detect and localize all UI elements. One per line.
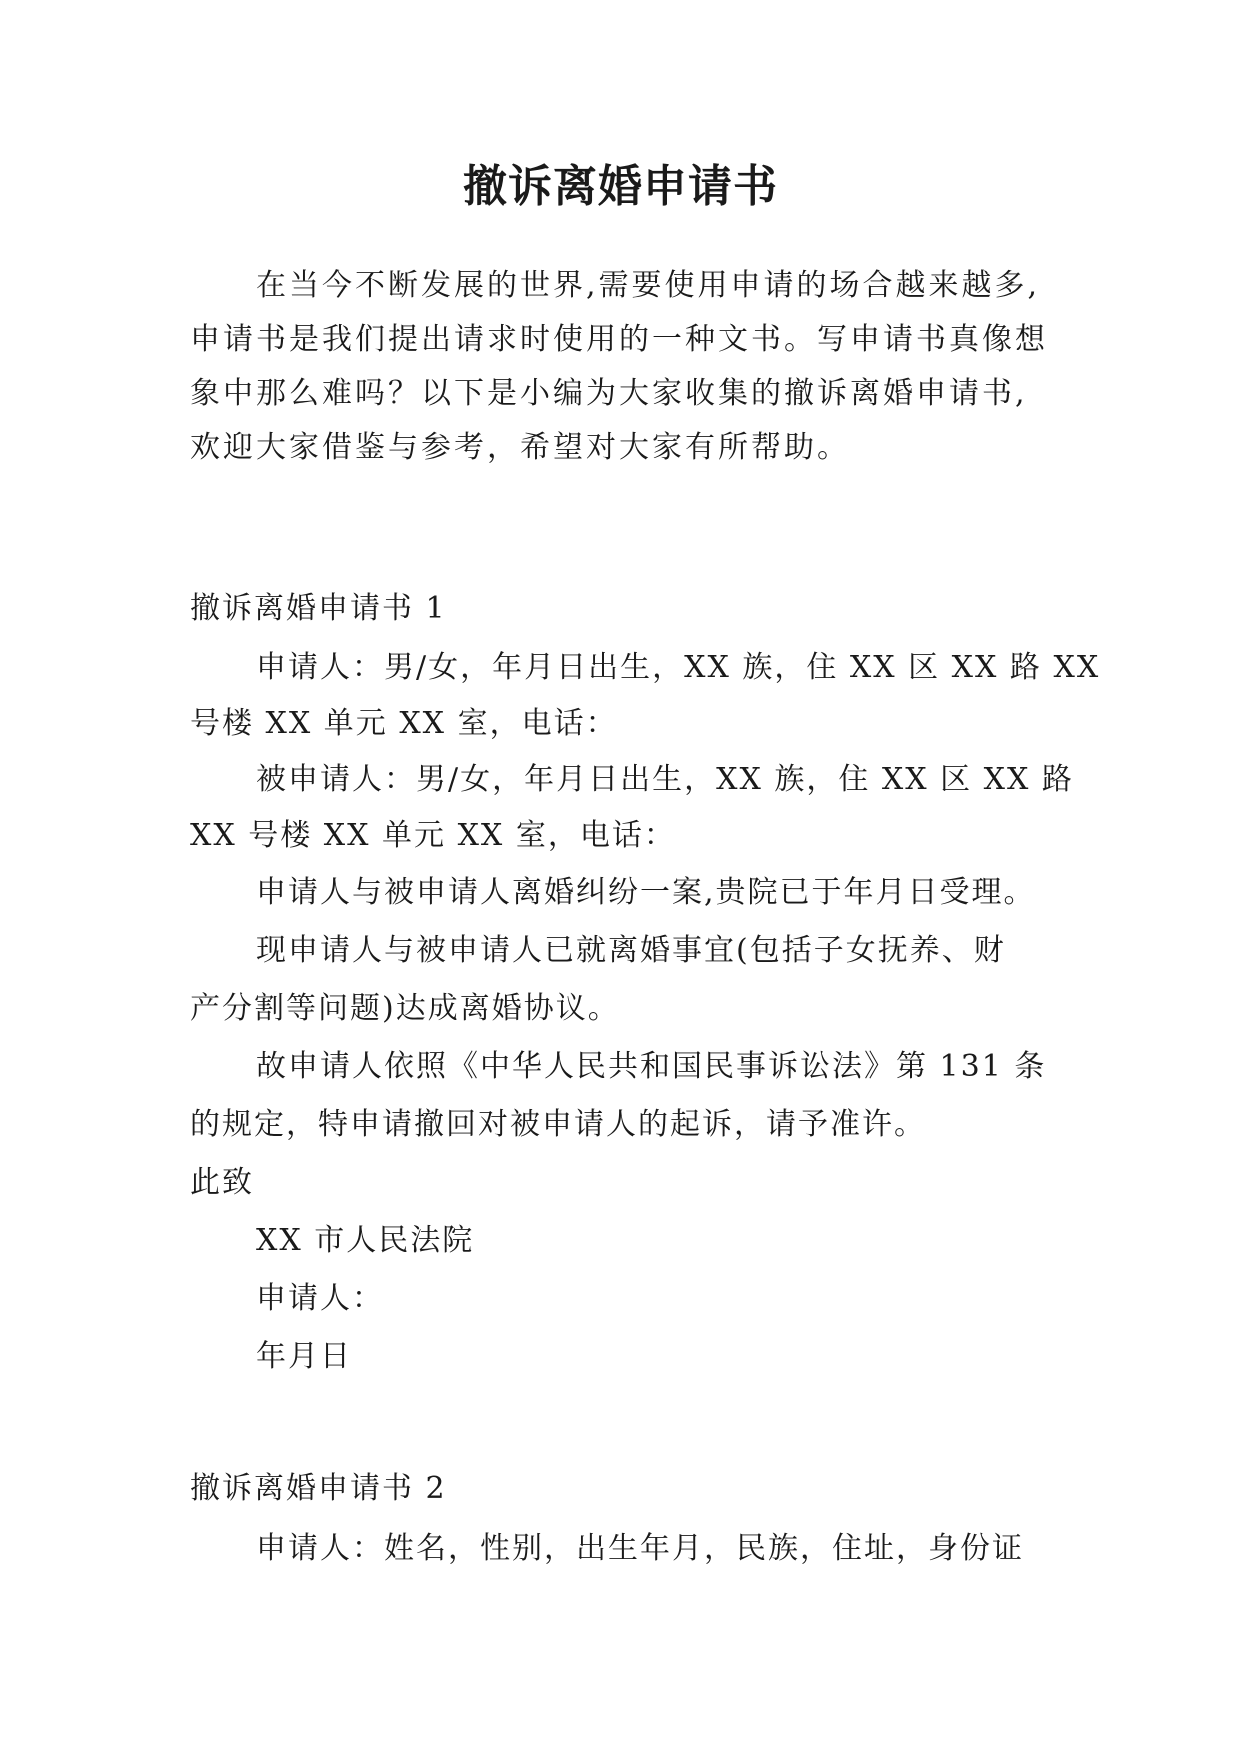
intro-line-2: 申请书是我们提出请求时使用的一种文书。写申请书真像想	[190, 322, 1048, 357]
applicant-line-2: 号楼 XX 单元 XX 室，电话：	[190, 706, 618, 741]
respondent-line-2: XX 号楼 XX 单元 XX 室，电话：	[190, 818, 676, 853]
respondent-line-1: 被申请人：男/女，年月日出生，XX 族，住 XX 区 XX 路	[256, 762, 1074, 797]
intro-line-3: 象中那么难吗？以下是小编为大家收集的撤诉离婚申请书,	[190, 376, 1028, 411]
agreement-line-2: 产分割等问题)达成离婚协议。	[190, 991, 620, 1026]
section-1-heading: 撤诉离婚申请书 1	[190, 591, 447, 626]
date-label: 年月日	[256, 1339, 352, 1374]
request-line-1: 故申请人依照《中华人民共和国民事诉讼法》第 131 条	[256, 1049, 1047, 1084]
document-title: 撤诉离婚申请书	[463, 161, 778, 212]
section-2-applicant-line: 申请人：姓名，性别，出生年月，民族，住址，身份证	[256, 1531, 1024, 1566]
intro-line-1: 在当今不断发展的世界,需要使用申请的场合越来越多,	[256, 268, 1041, 303]
salutation: 此致	[190, 1165, 254, 1200]
request-line-2: 的规定，特申请撤回对被申请人的起诉，请予准许。	[190, 1107, 926, 1142]
section-2-heading: 撤诉离婚申请书 2	[190, 1471, 447, 1506]
applicant-line-1: 申请人：男/女，年月日出生，XX 族，住 XX 区 XX 路 XX	[256, 650, 1101, 685]
agreement-line-1: 现申请人与被申请人已就离婚事宜(包括子女抚养、财	[256, 933, 1006, 968]
case-line: 申请人与被申请人离婚纠纷一案,贵院已于年月日受理。	[256, 875, 1036, 910]
signature-label: 申请人：	[256, 1281, 384, 1316]
intro-line-4: 欢迎大家借鉴与参考，希望对大家有所帮助。	[190, 430, 850, 465]
court-name: XX 市人民法院	[256, 1223, 475, 1258]
